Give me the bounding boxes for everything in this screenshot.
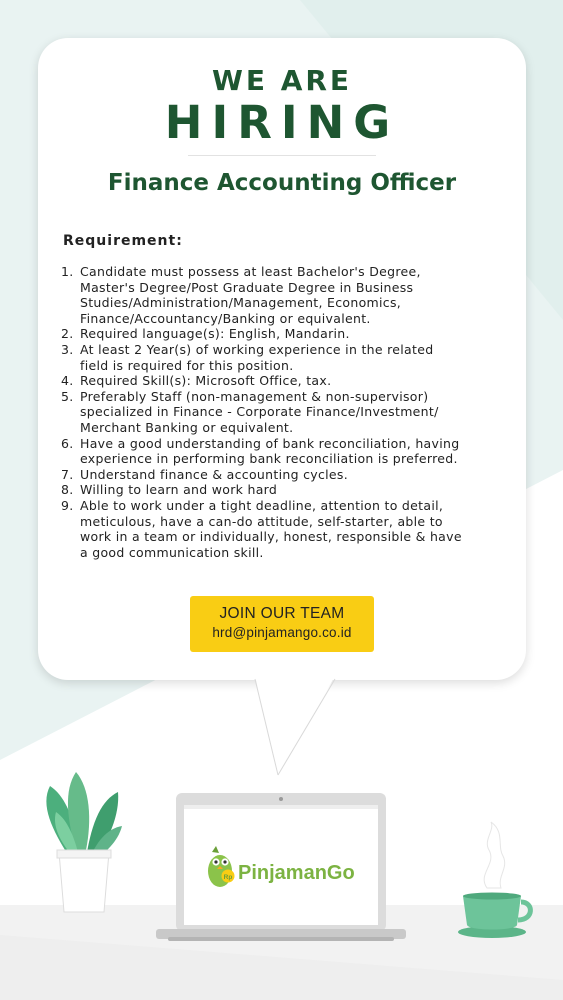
headline-we-are: WE ARE [211, 64, 353, 97]
requirement-text: At least 2 Year(s) of working experience in the related field is required for this position. [80, 341, 434, 373]
coffee-cup-icon [458, 822, 530, 938]
requirement-text: Willing to learn and work hard [80, 482, 278, 498]
job-title: Finance Accounting Officer [107, 170, 457, 196]
requirement-number: 8. [61, 482, 74, 498]
cta-label: JOIN OUR TEAM [219, 605, 345, 622]
requirement-text: Able to work under a tight deadline, attention to detail, meticulous, have a can-do attitude, self-starter, able to work in a team or individually, honest, responsible & have a good communication skill. [80, 497, 462, 560]
brand-logo: PinjamanGo [238, 862, 355, 884]
requirement-number: 3. [61, 341, 74, 357]
requirement-text: Have a good understanding of bank reconciliation, having experience in performing bank reconciliation is preferred. [80, 435, 460, 467]
requirement-number: 9. [61, 497, 74, 513]
requirement-number: 7. [61, 466, 74, 482]
cta-email-link[interactable]: hrd@pinjamango.co.id [212, 625, 352, 640]
requirement-text: Required Skill(s): Microsoft Office, tax. [80, 373, 332, 389]
headline-hiring: HIRING [164, 96, 400, 149]
requirement-number: 2. [61, 326, 74, 342]
requirement-number: 1. [61, 264, 74, 279]
requirement-text: Required language(s): English, Mandarin. [80, 326, 350, 342]
requirement-text: Understand finance & accounting cycles. [80, 466, 348, 482]
mascot-badge-text: Rp [223, 874, 233, 881]
requirement-text: Candidate must possess at least Bachelor's Degree, Master's Degree/Post Graduate Degree in Business Studies/Administration/Management, Economics, Finance/Accountancy/Banking or equivalent. [80, 264, 421, 326]
requirement-number: 6. [61, 435, 74, 451]
requirement-number: 4. [61, 373, 74, 389]
plant-icon [46, 772, 122, 912]
requirements-heading: Requirement: [63, 233, 183, 249]
requirement-text: Preferably Staff (non-management & non-supervisor) specialized in Finance - Corporate Finance/Investment/ Merchant Banking or equivalent. [80, 388, 439, 435]
requirement-number: 5. [61, 388, 74, 404]
